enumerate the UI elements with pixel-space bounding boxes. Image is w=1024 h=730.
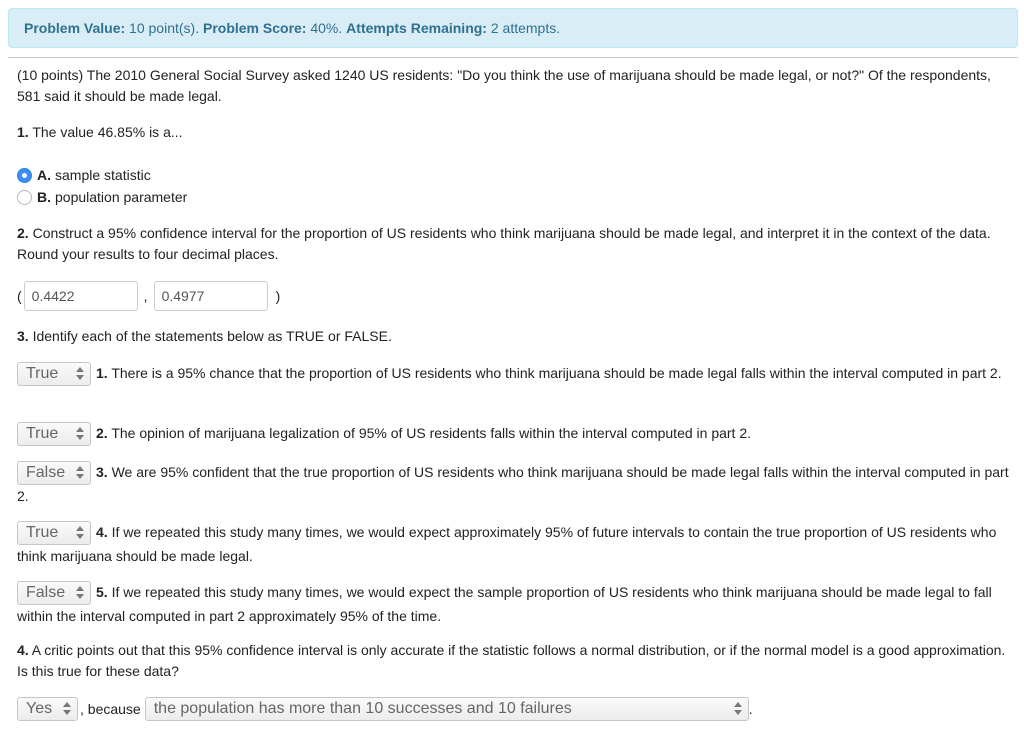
option-b[interactable] — [17, 187, 187, 207]
attempts-remaining-label: Attempts Remaining: — [346, 20, 487, 36]
close-paren: ) — [275, 288, 281, 304]
question-4-answer-row — [17, 697, 753, 721]
question-4 — [17, 640, 1017, 682]
statement-1-select[interactable] — [17, 362, 91, 386]
question-2 — [17, 223, 1017, 265]
question-1-text: The value 46.85% is a... — [28, 124, 183, 140]
select-arrows-icon — [76, 465, 84, 481]
statement-4-answer: True — [26, 524, 59, 542]
select-arrows-icon — [76, 585, 84, 601]
statement-3-number: 3. — [96, 464, 108, 480]
statement-2-text: The opinion of marijuana legalization of 95% of US residents falls within the interval computed in part 2. — [107, 425, 752, 441]
statement-3 — [17, 461, 1012, 507]
statement-5 — [17, 581, 1012, 627]
statement-2 — [17, 422, 1012, 446]
select-arrows-icon — [63, 701, 71, 717]
select-arrows-icon — [734, 701, 742, 717]
option-b-radio[interactable] — [17, 190, 32, 205]
select-arrows-icon — [76, 366, 84, 382]
question-3 — [17, 326, 1017, 347]
statement-2-number: 2. — [96, 425, 108, 441]
problem-score-label: Problem Score: — [202, 20, 307, 36]
yes-no-select[interactable] — [17, 697, 78, 721]
reason-select[interactable] — [145, 697, 749, 721]
lower-bound-input[interactable]: 0.4422 — [24, 281, 138, 311]
because-label: , because — [80, 701, 141, 717]
statement-3-select[interactable] — [17, 461, 91, 485]
option-a-radio[interactable] — [17, 168, 32, 183]
statement-3-answer: False — [26, 464, 66, 482]
statement-4-number: 4. — [96, 524, 108, 540]
option-b-letter: B. — [37, 189, 51, 205]
period: . — [748, 701, 753, 717]
problem-score: 40%. — [306, 20, 347, 36]
statement-5-number: 5. — [96, 584, 108, 600]
question-1-number: 1. — [17, 124, 29, 140]
statement-4-text: If we repeated this study many times, we would expect approximately 95% of future intervals to contain the true proportion of US residents who think marijuana should be made legal. — [17, 524, 997, 565]
reason-value: the population has more than 10 successes and 10 failures — [153, 700, 572, 717]
statement-5-answer: False — [26, 584, 66, 602]
upper-bound-input[interactable]: 0.4977 — [154, 281, 268, 311]
open-paren: ( — [17, 288, 22, 304]
problem-status-banner — [8, 8, 1018, 48]
statement-2-answer: True — [26, 425, 59, 443]
problem-intro: (10 points) The 2010 General Social Survey asked 1240 US residents: "Do you think the use of marijuana should be made legal, or not?" Of the respondents, 581 said it should be made legal. — [17, 67, 991, 104]
divider — [8, 57, 1018, 58]
problem-value: 10 point(s). — [125, 20, 203, 36]
statement-3-text: We are 95% confident that the true proportion of US residents who think marijuana should be made legal falls within the interval computed in part 2. — [17, 464, 1009, 505]
statement-1 — [17, 362, 1012, 386]
problem-value-label: Problem Value: — [24, 20, 126, 36]
select-arrows-icon — [76, 525, 84, 541]
statement-1-answer: True — [26, 365, 59, 383]
statement-4-select[interactable] — [17, 521, 91, 545]
option-a[interactable] — [17, 165, 151, 185]
question-4-text: A critic points out that this 95% confidence interval is only accurate if the statistic follows a normal distribution, or if the normal model is a good approximation. Is this true for these data? — [17, 642, 1006, 679]
statement-5-text: If we repeated this study many times, we would expect the sample proportion of US residents who think marijuana should be made legal to fall within the interval computed in part 2 approximately 95% of the time. — [17, 584, 992, 625]
select-arrows-icon — [76, 426, 84, 442]
statement-1-text: There is a 95% chance that the proportion of US residents who think marijuana should be made legal falls within the interval computed in part 2. — [107, 365, 1002, 381]
option-b-label: population parameter — [55, 189, 188, 205]
comma: , — [143, 288, 148, 304]
question-4-number: 4. — [17, 642, 29, 658]
option-a-letter: A. — [37, 167, 51, 183]
statement-2-select[interactable] — [17, 422, 91, 446]
question-2-text: Construct a 95% confidence interval for the proportion of US residents who think marijuana should be made legal, and interpret it in the context of the data. Round your results to four decimal places. — [17, 225, 991, 262]
statement-1-number: 1. — [96, 365, 108, 381]
question-1 — [17, 122, 1017, 143]
confidence-interval-inputs — [17, 281, 280, 311]
statement-5-select[interactable] — [17, 581, 91, 605]
option-a-label: sample statistic — [55, 167, 151, 183]
statement-4 — [17, 521, 1012, 567]
yes-no-value: Yes — [26, 700, 53, 717]
attempts-remaining: 2 attempts. — [486, 20, 561, 36]
question-3-text: Identify each of the statements below as TRUE or FALSE. — [28, 328, 392, 344]
question-2-number: 2. — [17, 225, 29, 241]
question-3-number: 3. — [17, 328, 29, 344]
